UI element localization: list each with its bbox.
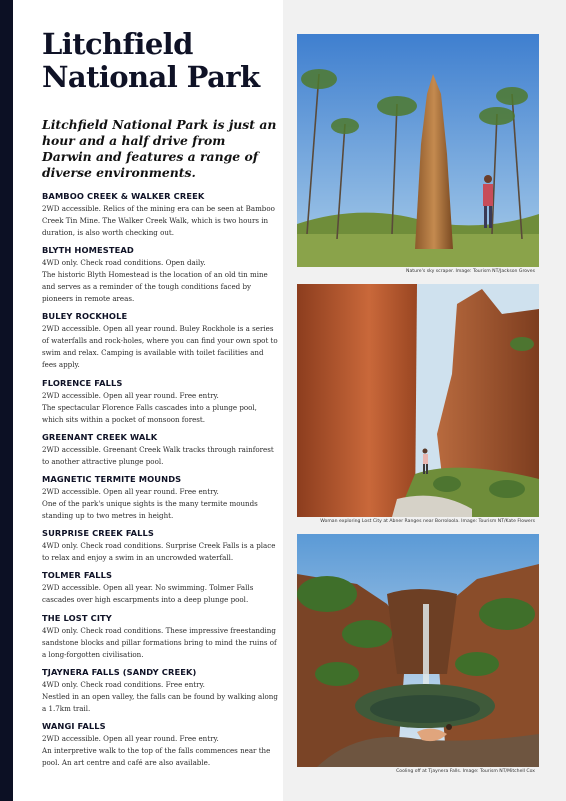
attractions-list	[42, 190, 280, 774]
section-heading: BULEY ROCKHOLE	[42, 311, 128, 322]
section-lost-city	[42, 612, 280, 661]
tjaynera-falls-photo	[297, 534, 539, 767]
section-body: 2WD accessible. Open all year round. Free entry. An interpretive walk to the top of the falls commences near the pool. An art centre and café are also available.	[42, 733, 271, 767]
section-body: 4WD only. Check road conditions. Free entry. Nestled in an open valley, the falls can be found by walking along a 1.7km trail.	[42, 679, 278, 713]
section-heading: FLORENCE FALLS	[42, 377, 123, 388]
page-title: Litchfield National Park	[42, 27, 260, 94]
section-heading: MAGNETIC TERMITE MOUNDS	[42, 473, 182, 484]
section-body: 2WD accessible. Open all year round. Buley Rockhole is a series of waterfalls and rock-holes, where you can find your own spot to swim and relax. Camping is available with toilet facilities and fees apply.	[42, 324, 278, 370]
section-body: 2WD accessible. Greenant Creek Walk tracks through rainforest to another attractive plunge pool.	[42, 444, 274, 466]
section-heading: TOLMER FALLS	[42, 570, 113, 581]
section-body: 4WD only. Check road conditions. Open daily. The historic Blyth Homestead is the location of an old tin mine and serves as a reminder of the tough conditions faced by pioneers in remote areas.	[42, 258, 268, 304]
intro-text: Litchfield National Park is just an hour and a half drive from Darwin and features a range of diverse environments.	[42, 117, 277, 180]
section-greenant-creek	[42, 431, 280, 468]
section-florence-falls	[42, 377, 280, 426]
lost-city-illustration	[297, 284, 539, 517]
lost-city-photo	[297, 284, 539, 517]
section-heading: BAMBOO CREEK & WALKER CREEK	[42, 191, 205, 201]
termite-mound-illustration	[297, 34, 539, 267]
section-heading: TJAYNERA FALLS (SANDY CREEK)	[42, 666, 197, 677]
section-tjaynera-falls	[42, 666, 280, 715]
photo-caption: Nature's sky scraper. Image: Tourism NT/Jackson Groves	[406, 269, 535, 274]
section-body: 2WD accessible. Open all year. No swimming. Tolmer Falls cascades over high escarpments into a deep plunge pool.	[42, 583, 254, 605]
section-body: 2WD accessible. Relics of the mining era can be seen at Bamboo Creek Tin Mine. The Walker Creek Walk, which is two hours in duration, is also worth checking out.	[42, 204, 275, 237]
section-heading: THE LOST CITY	[42, 612, 112, 623]
photo-caption: Woman exploring Lost City at Abner Ranges near Borroloola. Image: Tourism NT/Kate Flowers	[320, 519, 535, 524]
section-heading: WANGI FALLS	[42, 720, 106, 731]
section-heading: GREENANT CREEK WALK	[42, 431, 158, 442]
section-surprise-creek	[42, 527, 280, 564]
section-buley-rockhole	[42, 310, 280, 371]
section-bamboo-creek	[42, 190, 280, 239]
section-body: 2WD accessible. Open all year round. Free entry. The spectacular Florence Falls cascades into a plunge pool, which sits within a pocket of monsoon forest.	[42, 390, 257, 424]
section-body: 4WD only. Check road conditions. These impressive freestanding sandstone blocks and pillar formations bring to mind the ruins of a long-forgotten civilisation.	[42, 625, 277, 659]
section-body: 4WD only. Check road conditions. Surprise Creek Falls is a place to relax and enjoy a swim in an uncrowded waterfall.	[42, 541, 276, 563]
section-termite-mounds	[42, 473, 280, 522]
page-edge-bar	[0, 0, 13, 801]
section-heading: SURPRISE CREEK FALLS	[42, 528, 155, 539]
section-tolmer-falls	[42, 569, 280, 606]
section-wangi-falls	[42, 720, 280, 769]
section-body: 2WD accessible. Open all year round. Free entry. One of the park's unique sights is the many termite mounds standing up to two metres in height.	[42, 486, 258, 520]
tjaynera-falls-illustration	[297, 534, 539, 767]
termite-mound-photo	[297, 34, 539, 267]
photo-caption: Cooling off at Tjaynera Falls. Image: Tourism NT/Mitchell Cox	[396, 769, 535, 774]
section-blyth-homestead	[42, 244, 280, 305]
section-heading: BLYTH HOMESTEAD	[42, 245, 134, 256]
